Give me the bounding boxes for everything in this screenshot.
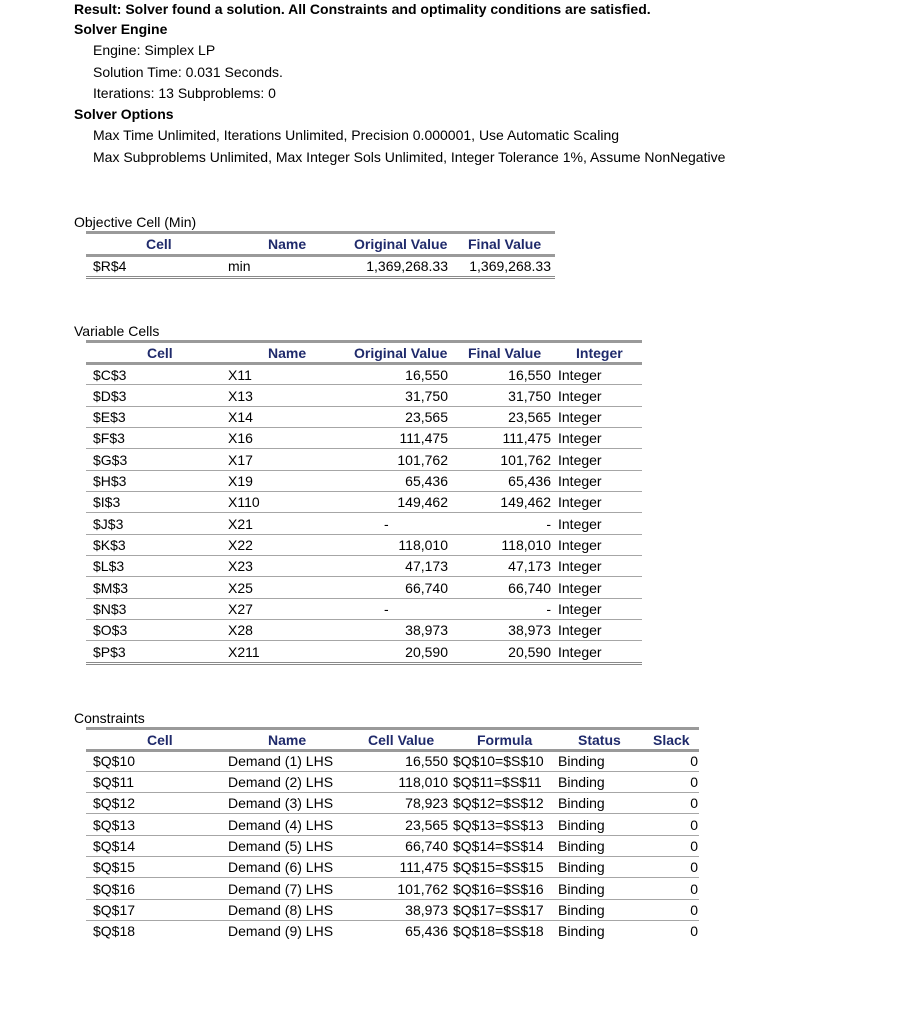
var-original: 20,590	[405, 644, 448, 660]
var-integer: Integer	[558, 430, 602, 446]
var-original	[340, 600, 448, 618]
con-status: Binding	[558, 753, 605, 769]
var-final: 149,462	[500, 494, 551, 510]
constraints-col-name: Name	[268, 732, 307, 748]
con-cell: $Q$11	[93, 774, 134, 790]
con-name: Demand (3) LHS	[228, 795, 334, 811]
variables-title: Variable Cells	[74, 323, 160, 339]
var-integer: Integer	[558, 516, 602, 532]
var-name: X19	[228, 473, 253, 489]
options-line-2: Max Subproblems Unlimited, Max Integer Sols Unlimited, Integer Tolerance 1%, Assume NonNegative	[93, 149, 726, 165]
var-name: X28	[228, 622, 253, 638]
row-divider	[86, 835, 699, 836]
var-original: 47,173	[405, 558, 448, 574]
constraints-col-status: Status	[578, 732, 621, 748]
con-status: Binding	[558, 838, 605, 854]
con-value: 111,475	[399, 859, 448, 875]
con-value: 16,550	[405, 753, 448, 769]
con-formula: $Q$11=$S$11	[453, 774, 542, 790]
con-value: 66,740	[405, 838, 448, 854]
objective-col-name: Name	[268, 236, 307, 252]
constraints-col-formula: Formula	[477, 732, 533, 748]
row-divider	[86, 877, 699, 878]
con-cell: $Q$13	[93, 817, 136, 833]
var-original: 101,762	[397, 452, 448, 468]
con-slack: 0	[690, 795, 698, 811]
con-status: Binding	[558, 923, 605, 939]
constraints-top-rule	[86, 727, 699, 730]
objective-col-final: Final Value	[468, 236, 542, 252]
con-status: Binding	[558, 795, 605, 811]
row-divider	[86, 448, 642, 449]
var-final: 66,740	[508, 580, 551, 596]
con-name: Demand (2) LHS	[228, 774, 334, 790]
variables-bottom-rule	[86, 662, 642, 665]
con-formula: $Q$13=$S$13	[453, 817, 544, 833]
var-integer: Integer	[558, 558, 602, 574]
variables-col-final: Final Value	[468, 345, 542, 361]
con-name: Demand (9) LHS	[228, 923, 334, 939]
row-divider	[86, 920, 699, 921]
row-divider	[86, 792, 699, 793]
objective-original: 1,369,268.33	[366, 258, 448, 274]
var-integer: Integer	[558, 580, 602, 596]
variables-col-name: Name	[268, 345, 307, 361]
options-line-1: Max Time Unlimited, Iterations Unlimited, Precision 0.000001, Use Automatic Scaling	[93, 127, 620, 143]
con-formula: $Q$17=$S$17	[453, 902, 544, 918]
var-final: 23,565	[508, 409, 551, 425]
con-value: 118,010	[398, 774, 448, 790]
objective-cell: $R$4	[93, 258, 127, 274]
con-name: Demand (6) LHS	[228, 859, 334, 875]
objective-title: Objective Cell (Min)	[74, 214, 197, 230]
var-cell: $F$3	[93, 430, 125, 446]
con-slack: 0	[690, 902, 698, 918]
variables-col-original: Original Value	[354, 345, 448, 361]
var-original: 66,740	[405, 580, 448, 596]
engine-section-title: Solver Engine	[74, 21, 168, 37]
con-name: Demand (5) LHS	[228, 838, 334, 854]
var-final: 47,173	[508, 558, 551, 574]
con-slack: 0	[690, 838, 698, 854]
con-slack: 0	[690, 753, 698, 769]
var-cell: $J$3	[93, 516, 124, 532]
row-divider	[86, 598, 642, 599]
constraints-col-value: Cell Value	[368, 732, 435, 748]
var-name: X16	[228, 430, 253, 446]
con-value: 101,762	[397, 881, 448, 897]
var-name: X11	[228, 367, 252, 383]
var-name: X211	[228, 644, 260, 660]
con-formula: $Q$16=$S$16	[453, 881, 544, 897]
con-cell: $Q$14	[93, 838, 136, 854]
var-cell: $D$3	[93, 388, 127, 404]
var-integer: Integer	[558, 622, 602, 638]
con-slack: 0	[690, 817, 698, 833]
objective-top-rule	[86, 231, 555, 234]
var-integer: Integer	[558, 537, 602, 553]
con-slack: 0	[690, 774, 698, 790]
objective-col-cell: Cell	[146, 236, 172, 252]
var-name: X17	[228, 452, 253, 468]
var-name: X25	[228, 580, 253, 596]
row-divider	[86, 384, 642, 385]
options-section-title: Solver Options	[74, 106, 174, 122]
con-value: 38,973	[405, 902, 448, 918]
con-slack: 0	[690, 923, 698, 939]
var-cell: $P$3	[93, 644, 126, 660]
var-name: X22	[228, 537, 253, 553]
row-divider	[86, 899, 699, 900]
var-cell: $N$3	[93, 601, 127, 617]
var-cell: $E$3	[93, 409, 126, 425]
var-final: 65,436	[508, 473, 551, 489]
var-name: X21	[228, 516, 253, 532]
variables-col-cell: Cell	[147, 345, 173, 361]
con-name: Demand (1) LHS	[228, 753, 334, 769]
variables-header-rule	[86, 362, 642, 365]
result-message: Result: Solver found a solution. All Constraints and optimality conditions are satisfied.	[74, 1, 651, 17]
var-original: 31,750	[405, 388, 448, 404]
con-cell: $Q$18	[93, 923, 136, 939]
row-divider	[86, 640, 642, 641]
row-divider	[86, 406, 642, 407]
objective-name: min	[228, 258, 251, 274]
var-name: X13	[228, 388, 253, 404]
var-final: 38,973	[508, 622, 551, 638]
iterations-info: Iterations: 13 Subproblems: 0	[93, 85, 276, 101]
var-cell: $C$3	[93, 367, 127, 383]
var-integer: Integer	[558, 409, 602, 425]
var-name: X110	[228, 494, 260, 510]
var-final: 20,590	[508, 644, 551, 660]
constraints-title: Constraints	[74, 710, 145, 726]
con-status: Binding	[558, 817, 605, 833]
objective-col-original: Original Value	[354, 236, 448, 252]
var-final: 31,750	[508, 388, 551, 404]
con-name: Demand (8) LHS	[228, 902, 334, 918]
con-formula: $Q$14=$S$14	[453, 838, 544, 854]
con-cell: $Q$16	[93, 881, 136, 897]
con-formula: $Q$18=$S$18	[453, 923, 544, 939]
var-cell: $K$3	[93, 537, 126, 553]
var-cell: $L$3	[93, 558, 125, 574]
var-name: X23	[228, 558, 253, 574]
con-cell: $Q$12	[93, 795, 136, 811]
con-cell: $Q$17	[93, 902, 136, 918]
var-final: -	[546, 601, 551, 617]
var-original: 149,462	[397, 494, 448, 510]
con-slack: 0	[690, 881, 698, 897]
var-cell: $O$3	[93, 622, 128, 638]
var-integer: Integer	[558, 388, 602, 404]
variables-col-integer: Integer	[576, 345, 623, 361]
con-name: Demand (7) LHS	[228, 881, 334, 897]
con-value: 23,565	[405, 817, 448, 833]
var-cell: $M$3	[93, 580, 129, 596]
con-formula: $Q$10=$S$10	[453, 753, 544, 769]
var-original-value: -	[384, 516, 389, 532]
con-cell: $Q$10	[93, 753, 136, 769]
var-original: 118,010	[398, 537, 448, 553]
var-final: 101,762	[500, 452, 551, 468]
var-original	[340, 515, 448, 533]
var-original: 111,475	[399, 430, 448, 446]
var-cell: $H$3	[93, 473, 127, 489]
constraints-col-slack: Slack	[653, 732, 690, 748]
con-status: Binding	[558, 902, 605, 918]
variables-top-rule	[86, 340, 642, 343]
var-final: 16,550	[508, 367, 551, 383]
var-original-value: -	[384, 601, 389, 617]
var-integer: Integer	[558, 473, 602, 489]
con-value: 78,923	[405, 795, 448, 811]
row-divider	[86, 534, 642, 535]
var-integer: Integer	[558, 601, 602, 617]
row-divider	[86, 491, 642, 492]
var-original: 38,973	[405, 622, 448, 638]
var-integer: Integer	[558, 452, 602, 468]
var-final: 118,010	[501, 537, 551, 553]
var-original: 23,565	[405, 409, 448, 425]
var-cell: $G$3	[93, 452, 128, 468]
solution-time: Solution Time: 0.031 Seconds.	[93, 64, 283, 80]
constraints-col-cell: Cell	[147, 732, 173, 748]
var-cell: $I$3	[93, 494, 121, 510]
var-original: 65,436	[405, 473, 448, 489]
con-name: Demand (4) LHS	[228, 817, 334, 833]
con-slack: 0	[690, 859, 698, 875]
var-integer: Integer	[558, 494, 602, 510]
var-original: 16,550	[405, 367, 448, 383]
row-divider	[86, 576, 642, 577]
var-final: -	[546, 516, 551, 532]
var-integer: Integer	[558, 644, 602, 660]
objective-bottom-rule	[86, 276, 555, 279]
con-cell: $Q$15	[93, 859, 136, 875]
con-value: 65,436	[405, 923, 448, 939]
con-status: Binding	[558, 881, 605, 897]
row-divider	[86, 619, 642, 620]
con-status: Binding	[558, 859, 605, 875]
var-name: X14	[228, 409, 253, 425]
con-status: Binding	[558, 774, 605, 790]
row-divider	[86, 470, 642, 471]
con-formula: $Q$15=$S$15	[453, 859, 544, 875]
row-divider	[86, 771, 699, 772]
row-divider	[86, 512, 642, 513]
var-name: X27	[228, 601, 253, 617]
row-divider	[86, 427, 642, 428]
con-formula: $Q$12=$S$12	[453, 795, 544, 811]
objective-final: 1,369,268.33	[469, 258, 551, 274]
engine-label: Engine: Simplex LP	[93, 42, 216, 58]
row-divider	[86, 856, 699, 857]
row-divider	[86, 813, 699, 814]
var-final: 111,475	[502, 430, 551, 446]
row-divider	[86, 555, 642, 556]
var-integer: Integer	[558, 367, 602, 383]
